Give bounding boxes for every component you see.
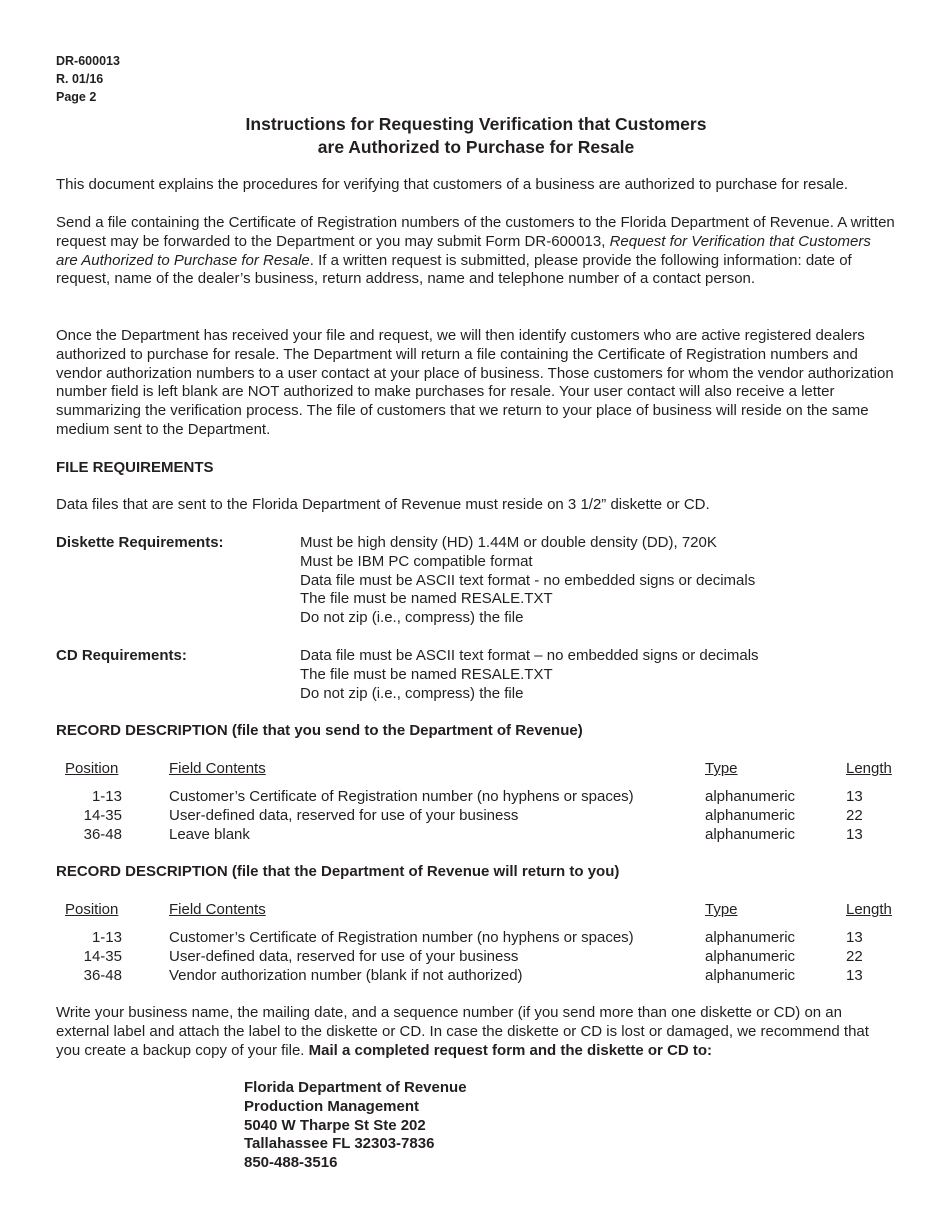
page-number: Page 2 — [56, 90, 97, 104]
cell-position: 1-13 — [91, 788, 122, 805]
form-number: DR-600013 — [56, 54, 120, 68]
address-phone: 850-488-3516 — [244, 1154, 338, 1172]
table-header-row — [56, 901, 896, 929]
intro-paragraph: This document explains the procedures for verifying that customers of a business are authorized to purchase for resale. — [56, 176, 849, 193]
column-header-length: Length — [846, 760, 892, 777]
cell-field: Leave blank — [169, 825, 250, 843]
table-row — [56, 929, 896, 948]
column-header-type: Type — [705, 901, 738, 918]
diskette-requirements-list — [300, 534, 755, 628]
closing-mail-instruction: Mail a completed request form and the diskette or CD to: — [308, 1041, 713, 1059]
column-header-field: Field Contents — [169, 760, 266, 777]
send-paragraph — [56, 214, 896, 289]
cell-type: alphanumeric — [705, 806, 796, 824]
cell-length: 13 — [846, 966, 863, 984]
table-row — [56, 948, 896, 967]
cell-length: 22 — [846, 806, 863, 824]
cell-type: alphanumeric — [705, 929, 796, 946]
process-paragraph: Once the Department has received your file and request, we will then identify customers who are active registered dealers authorized to purchase for resale. The Department will return a file containing the Certificate of Registration numbers and vendor authorization numbers to a user contact at your place of business. Those customers for whom the vendor authorization number field is left blank are NOT authorized to make purchases for resale. Your user contact will also receive a letter summarizing the verification process. The file of customers that we return to your place of business will reside on the same medium sent to the Department. — [56, 327, 894, 438]
address-line-2: Production Management — [244, 1097, 420, 1115]
cell-length: 22 — [846, 947, 863, 965]
cell-position: 14-35 — [83, 947, 122, 965]
cell-field: Customer’s Certificate of Registration number (no hyphens or spaces) — [169, 788, 634, 805]
file-requirements-text: Data files that are sent to the Florida Department of Revenue must reside on 3 1/2” diskette or CD. — [56, 496, 710, 513]
column-header-position: Position — [65, 760, 119, 777]
table-row — [56, 788, 896, 807]
cd-requirements-label: CD Requirements: — [56, 647, 187, 664]
address-line-3: 5040 W Tharpe St Ste 202 — [244, 1116, 426, 1134]
table-row — [56, 826, 896, 845]
record-send-heading: RECORD DESCRIPTION (file that you send to the Department of Revenue) — [56, 722, 583, 739]
address-line-4: Tallahassee FL 32303-7836 — [244, 1135, 435, 1153]
column-header-type: Type — [705, 760, 738, 777]
cell-type: alphanumeric — [705, 966, 796, 984]
record-return-table — [56, 901, 896, 985]
cell-position: 1-13 — [91, 929, 122, 946]
cell-type: alphanumeric — [705, 825, 796, 843]
cell-type: alphanumeric — [705, 788, 796, 805]
cell-type: alphanumeric — [705, 947, 796, 965]
cd-requirement: The file must be named RESALE.TXT — [300, 665, 553, 683]
form-revision: R. 01/16 — [56, 72, 104, 86]
form-identifier — [56, 52, 120, 106]
diskette-requirements-label: Diskette Requirements: — [56, 534, 224, 551]
cell-field: User-defined data, reserved for use of your business — [169, 947, 519, 965]
page-title — [56, 113, 896, 159]
cell-length: 13 — [846, 825, 863, 843]
closing-paragraph — [56, 1004, 896, 1060]
cell-field: Customer’s Certificate of Registration number (no hyphens or spaces) — [169, 929, 634, 946]
record-send-table — [56, 760, 896, 844]
title-line-1: Instructions for Requesting Verification that Customers — [245, 114, 707, 134]
cell-position: 36-48 — [83, 825, 122, 843]
cd-requirements-list — [300, 647, 759, 703]
table-row — [56, 967, 896, 986]
column-header-field: Field Contents — [169, 901, 266, 918]
cell-position: 14-35 — [83, 806, 122, 824]
diskette-requirement: Do not zip (i.e., compress) the file — [300, 609, 524, 627]
cell-length: 13 — [846, 929, 863, 946]
send-text-1: Send a file containing the Certificate of Registration numbers of the customers to the Florida Department of Revenue. A written request may be forwarded to the Department or you may submit Form DR-600013, — [56, 214, 895, 250]
column-header-length: Length — [846, 901, 892, 918]
form-title-italic: Request for Verification that Customers are Authorized to Purchase for Resale — [56, 232, 871, 269]
record-return-heading: RECORD DESCRIPTION (file that the Department of Revenue will return to you) — [56, 863, 620, 880]
column-header-position: Position — [65, 901, 119, 918]
title-line-2: are Authorized to Purchase for Resale — [317, 137, 635, 157]
cell-position: 36-48 — [83, 966, 122, 984]
closing-text: Write your business name, the mailing date, and a sequence number (if you send more than one diskette or CD) on an external label and attach the label to the diskette or CD. In case the diskette or CD is lost or damaged, we recommend that you create a backup copy of your file. — [56, 1004, 869, 1059]
cell-field: Vendor authorization number (blank if not authorized) — [169, 966, 523, 984]
diskette-requirement: Must be IBM PC compatible format — [300, 552, 533, 570]
file-requirements-heading: FILE REQUIREMENTS — [56, 459, 214, 476]
cd-requirement: Data file must be ASCII text format – no embedded signs or decimals — [300, 647, 759, 664]
mailing-address — [244, 1079, 467, 1173]
table-row — [56, 807, 896, 826]
address-line-1: Florida Department of Revenue — [244, 1079, 467, 1096]
cd-requirement: Do not zip (i.e., compress) the file — [300, 684, 524, 702]
diskette-requirement: Data file must be ASCII text format - no embedded signs or decimals — [300, 571, 756, 589]
send-text-2: . If a written request is submitted, please provide the following information: date of request, name of the dealer’s business, return address, name and telephone number of a contact person. — [56, 251, 852, 288]
diskette-requirement: The file must be named RESALE.TXT — [300, 590, 553, 608]
cell-field: User-defined data, reserved for use of your business — [169, 806, 519, 824]
cell-length: 13 — [846, 788, 863, 805]
diskette-requirement: Must be high density (HD) 1.44M or double density (DD), 720K — [300, 534, 717, 551]
table-header-row — [56, 760, 896, 788]
